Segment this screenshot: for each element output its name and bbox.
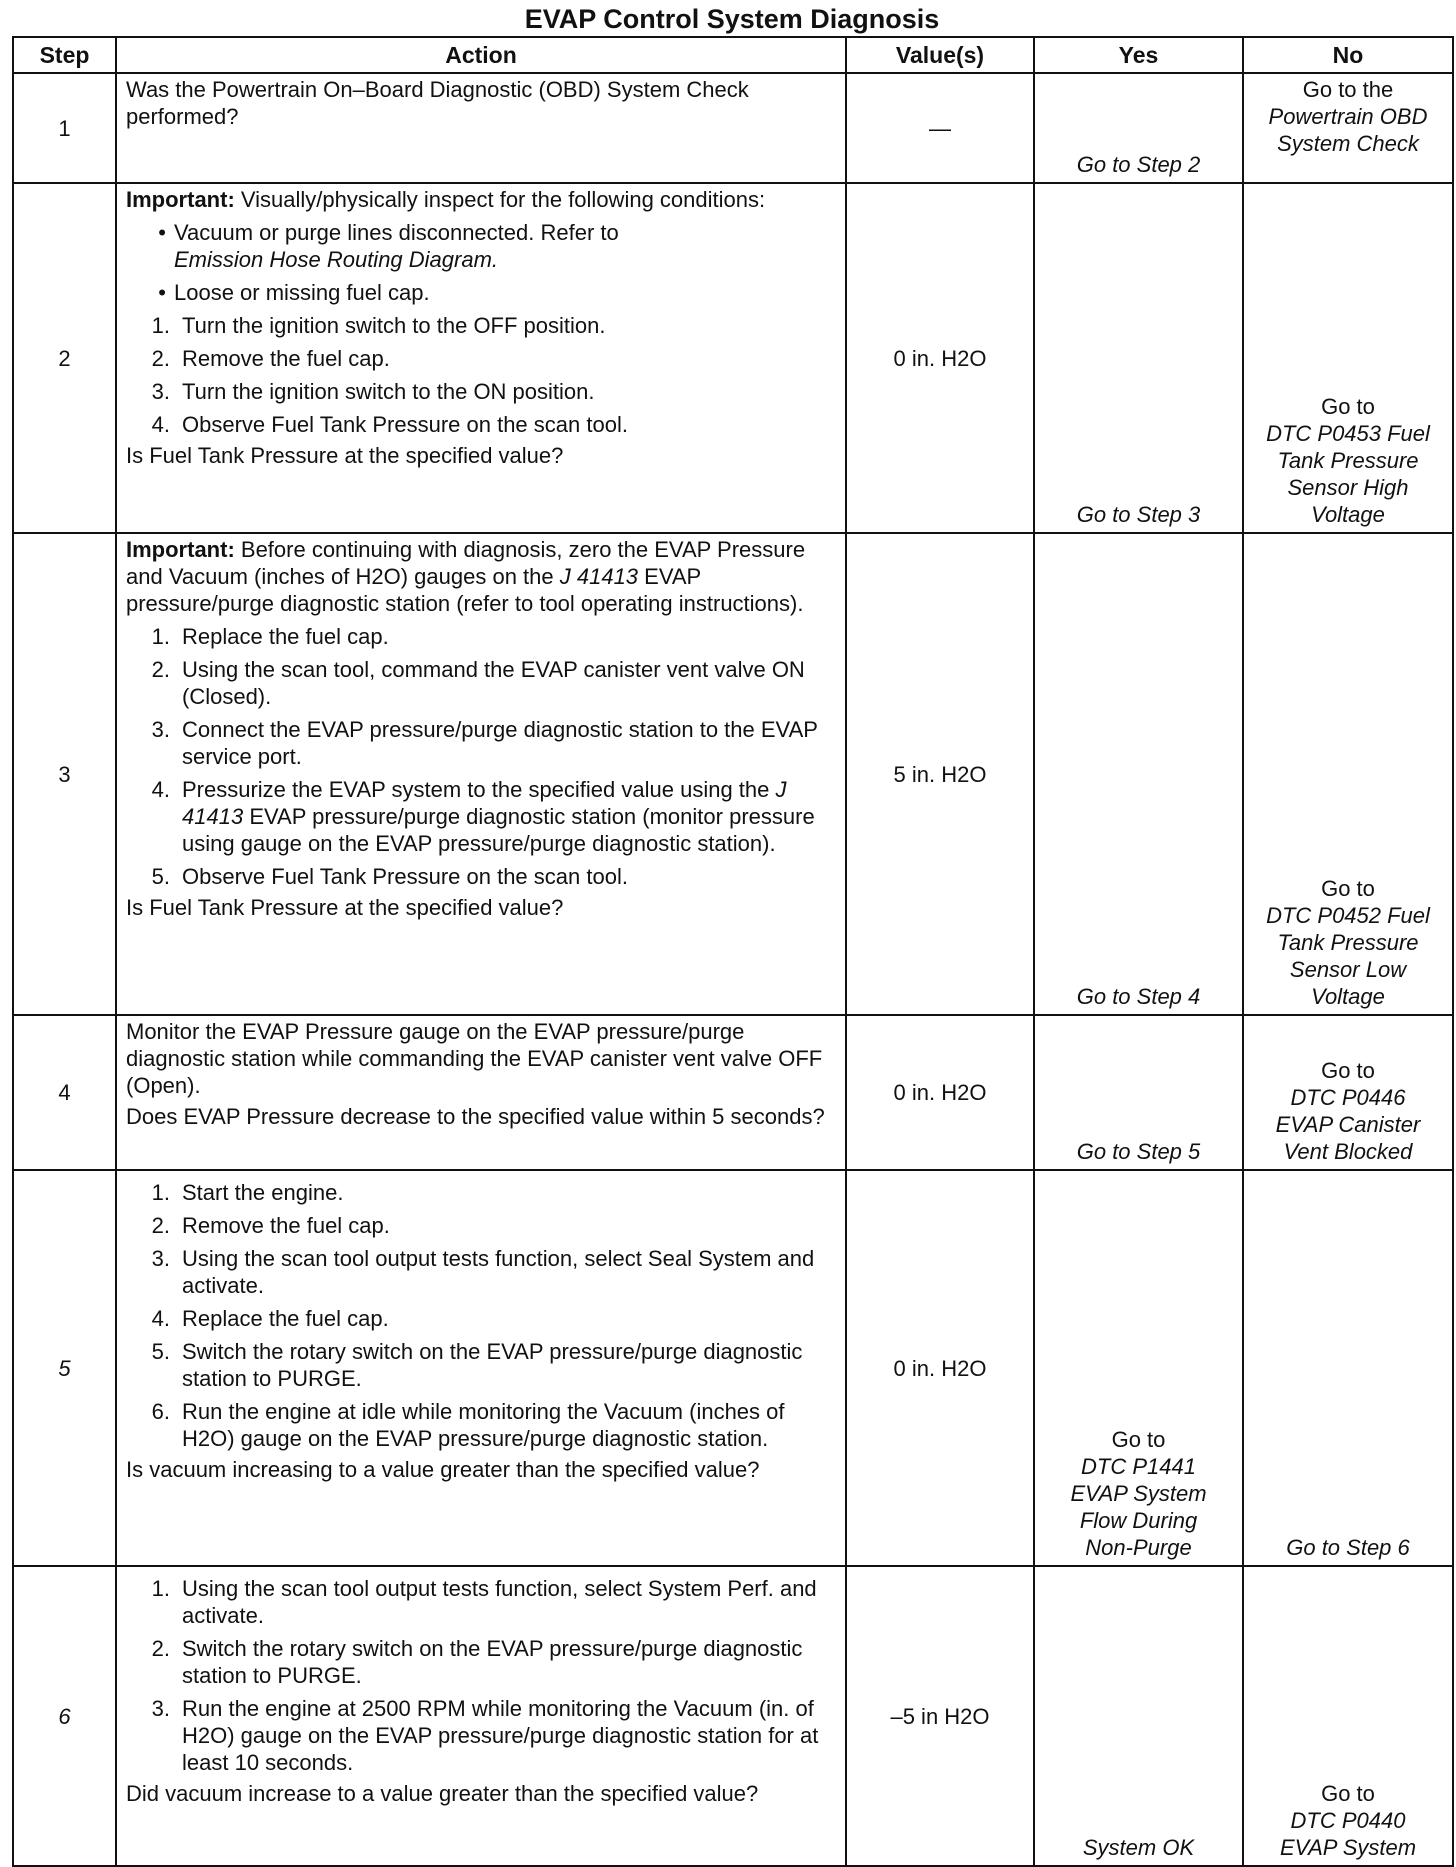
action-cell (116, 1566, 846, 1866)
action-question: Did vacuum increase to a value greater than the specified value? (126, 1781, 759, 1806)
yes-text: System OK (1082, 1835, 1195, 1860)
list-item: 2. Remove the fuel cap. (151, 346, 390, 371)
yes-text: Go to DTC P1441 EVAP System Flow During Non-Purge (1070, 1427, 1207, 1560)
table-header-row (13, 37, 1453, 73)
no-cell (1243, 533, 1453, 1015)
value-cell: 5 in. H2O (846, 533, 1034, 1015)
yes-cell (1034, 73, 1243, 183)
diagnosis-table (12, 36, 1454, 1867)
list-item: 1. Using the scan tool output tests function, select System Perf. and activate. (151, 1576, 817, 1628)
document-title: EVAP Control System Diagnosis (524, 4, 940, 34)
table-row-step-3 (13, 533, 1453, 1015)
no-text: Go to DTC P0446 EVAP Canister Vent Blocked (1275, 1058, 1421, 1164)
action-cell (116, 533, 846, 1015)
list-item: 1. Turn the ignition switch to the OFF position. (151, 313, 606, 338)
no-cell (1243, 183, 1453, 533)
step-number: 4 (13, 1015, 116, 1170)
action-question: Is Fuel Tank Pressure at the specified value? (126, 895, 564, 920)
list-item: 5. Switch the rotary switch on the EVAP pressure/purge diagnostic station to PURGE. (151, 1339, 803, 1391)
yes-text: Go to Step 3 (1076, 502, 1201, 527)
list-item: 1. Replace the fuel cap. (151, 624, 389, 649)
action-text: Monitor the EVAP Pressure gauge on the EVAP pressure/purge diagnostic station while commanding the EVAP canister vent valve OFF (Open). (126, 1019, 823, 1098)
list-item: 4. Replace the fuel cap. (151, 1306, 389, 1331)
action-cell (116, 73, 846, 183)
list-item: 2. Switch the rotary switch on the EVAP pressure/purge diagnostic station to PURGE. (151, 1636, 803, 1688)
list-item: 4. Pressurize the EVAP system to the specified value using the J 41413 EVAP pressure/purge diagnostic station (monitor pressure using gauge on the EVAP pressure/purge diagnostic station). (151, 777, 815, 856)
table-row-step-4 (13, 1015, 1453, 1170)
no-text: Go to DTC P0453 Fuel Tank Pressure Sensor High Voltage (1266, 394, 1430, 527)
table-row-step-6 (13, 1566, 1453, 1866)
value-cell: –5 in H2O (846, 1566, 1034, 1866)
no-text: Go to DTC P0440 EVAP System (1279, 1781, 1417, 1860)
step-number: 1 (13, 73, 116, 183)
list-item: 6. Run the engine at idle while monitoring the Vacuum (inches of H2O) gauge on the EVAP pressure/purge diagnostic station. (151, 1399, 785, 1451)
list-item: • Loose or missing fuel cap. (158, 280, 430, 305)
list-item: 3. Using the scan tool output tests function, select Seal System and activate. (151, 1246, 815, 1298)
yes-text: Go to Step 2 (1076, 152, 1201, 177)
list-item: 2. Using the scan tool, command the EVAP canister vent valve ON (Closed). (151, 657, 805, 709)
table-row-step-2 (13, 183, 1453, 533)
value-cell: 0 in. H2O (846, 1170, 1034, 1566)
list-item: 5. Observe Fuel Tank Pressure on the scan tool. (151, 864, 628, 889)
no-cell (1243, 73, 1453, 183)
step-number: 5 (13, 1170, 116, 1566)
yes-cell (1034, 1566, 1243, 1866)
action-text: Was the Powertrain On–Board Diagnostic (OBD) System Check performed? (126, 77, 749, 129)
document-page (12, 0, 1452, 1867)
header-values: Value(s) (846, 37, 1034, 73)
important-note: Important: Before continuing with diagnosis, zero the EVAP Pressure and Vacuum (inches of H2O) gauges on the J 41413 EVAP pressure/purge diagnostic station (refer to tool operating instructions). (126, 537, 806, 616)
important-note: Important: Visually/physically inspect for the following conditions: (126, 187, 766, 212)
no-cell (1243, 1566, 1453, 1866)
no-cell (1243, 1170, 1453, 1566)
yes-cell (1034, 1170, 1243, 1566)
yes-cell (1034, 183, 1243, 533)
yes-text: Go to Step 5 (1076, 1139, 1201, 1164)
step-number: 6 (13, 1566, 116, 1866)
value-cell: 0 in. H2O (846, 1015, 1034, 1170)
header-no: No (1243, 37, 1453, 73)
action-cell (116, 1015, 846, 1170)
header-yes: Yes (1034, 37, 1243, 73)
action-cell (116, 183, 846, 533)
yes-cell (1034, 533, 1243, 1015)
no-text: Go to the Powertrain OBD System Check (1268, 77, 1428, 156)
list-item: 4. Observe Fuel Tank Pressure on the scan tool. (151, 412, 628, 437)
step-number: 3 (13, 533, 116, 1015)
action-cell (116, 1170, 846, 1566)
step-number: 2 (13, 183, 116, 533)
header-step: Step (13, 37, 116, 73)
action-question: Does EVAP Pressure decrease to the specified value within 5 seconds? (126, 1104, 825, 1129)
list-item: 1. Start the engine. (151, 1180, 344, 1205)
value-cell: — (846, 73, 1034, 183)
no-cell (1243, 1015, 1453, 1170)
list-item: 2. Remove the fuel cap. (151, 1213, 390, 1238)
list-item: 3. Connect the EVAP pressure/purge diagnostic station to the EVAP service port. (151, 717, 818, 769)
action-question: Is vacuum increasing to a value greater than the specified value? (126, 1457, 760, 1482)
value-cell: 0 in. H2O (846, 183, 1034, 533)
list-item: 3. Run the engine at 2500 RPM while monitoring the Vacuum (in. of H2O) gauge on the EVAP pressure/purge diagnostic station for at least 10 seconds. (151, 1696, 819, 1775)
no-text: Go to Step 6 (1286, 1535, 1410, 1560)
list-item: 3. Turn the ignition switch to the ON position. (151, 379, 595, 404)
yes-text: Go to Step 4 (1076, 984, 1201, 1009)
table-row-step-5 (13, 1170, 1453, 1566)
list-item: • Vacuum or purge lines disconnected. Refer to Emission Hose Routing Diagram. (158, 220, 619, 272)
yes-cell (1034, 1015, 1243, 1170)
action-question: Is Fuel Tank Pressure at the specified value? (126, 443, 564, 468)
header-action: Action (116, 37, 846, 73)
no-text: Go to DTC P0452 Fuel Tank Pressure Sensor Low Voltage (1266, 876, 1430, 1009)
table-row-step-1 (13, 73, 1453, 183)
